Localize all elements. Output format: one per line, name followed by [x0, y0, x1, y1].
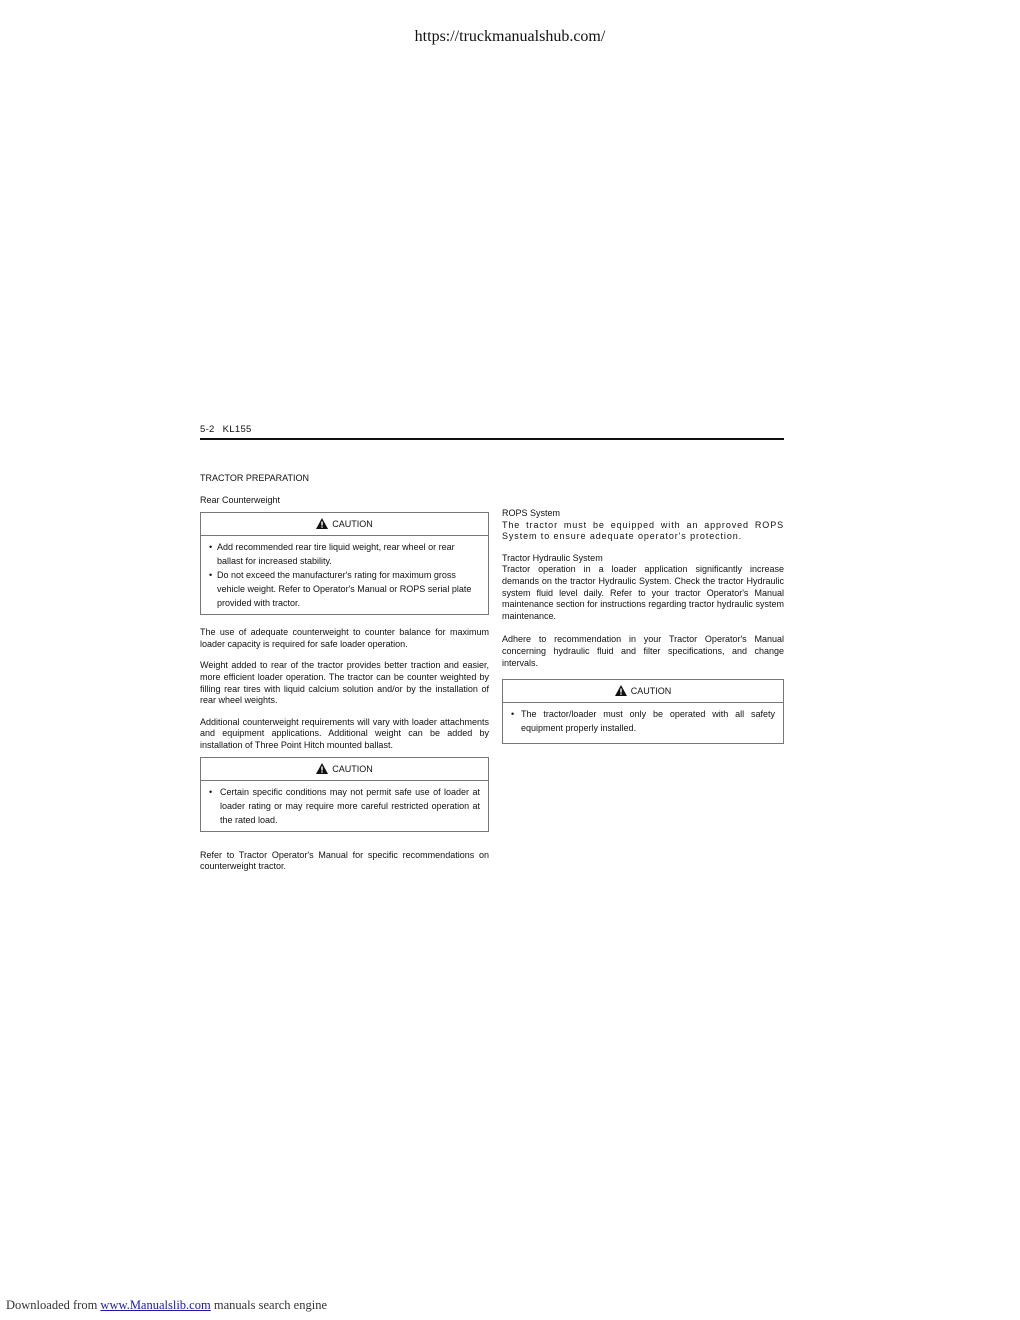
rops-text: The tractor must be equipped with an approved ROPS System to ensure adequate operator's protection.: [502, 519, 784, 542]
paragraph-refer-manual: [200, 850, 489, 873]
hydraulic-text: Tractor operation in a loader application significantly increase demands on the tractor Hydraulic System. Check the tractor Hydraulic system fluid level daily. Refer to your tractor Operator's Manual maintenance section for instructions regarding tractor hydraulic system maintenance.: [502, 564, 784, 621]
rops-title: ROPS System: [502, 508, 561, 518]
caution-item-text: The tractor/loader must only be operated with all safety equipment properly installed.: [521, 709, 775, 734]
bullet: •: [209, 542, 213, 553]
caution-body: [201, 781, 488, 831]
caution-item-text: Certain specific conditions may not permit safe use of loader at loader rating or may require more careful restricted operation at the rated load.: [220, 786, 480, 825]
warning-triangle-icon: [615, 685, 627, 696]
caution-body: [201, 536, 488, 614]
watermark-top-url[interactable]: https://truckmanualshub.com/: [414, 28, 606, 45]
left-column: [200, 473, 489, 873]
right-column: [502, 508, 784, 744]
manualslib-link[interactable]: www.Manualslib.com: [100, 1298, 211, 1312]
bullet: •: [209, 786, 213, 797]
caution-box-conditions: [200, 757, 489, 832]
adhere-text: Adhere to recommendation in your Tractor Operator's Manual concerning hydraulic fluid and filter specifications, and change intervals.: [502, 634, 784, 668]
caution-body: [503, 703, 783, 743]
bullet: •: [511, 709, 515, 720]
section-title: TRACTOR PREPARATION: [200, 473, 310, 483]
page-header: [200, 424, 784, 435]
caution-item: [209, 540, 480, 568]
model-name: KL155: [222, 424, 252, 435]
caution-label: CAUTION: [332, 763, 373, 774]
caution-box-safety-equipment: [502, 679, 784, 744]
caution-label: CAUTION: [332, 519, 373, 530]
paragraph-refer-manual-text: Refer to Tractor Operator's Manual for specific recommendations on counterweight tractor.: [200, 849, 489, 872]
watermark-bottom-suffix: manuals search engine: [213, 1298, 327, 1312]
subsection-title: Rear Counterweight: [200, 494, 281, 505]
header-divider: [200, 438, 784, 440]
caution-item: [511, 707, 775, 735]
caution-label: CAUTION: [630, 686, 672, 697]
caution-header: [201, 513, 488, 536]
warning-triangle-icon: [316, 518, 328, 529]
warning-triangle-icon: [316, 763, 328, 774]
caution-header: [201, 758, 488, 781]
paragraph-counterweight-use: The use of adequate counterweight to counter balance for maximum loader capacity is required for safe loader operation.: [200, 627, 489, 649]
caution-header: [503, 680, 783, 703]
page-number: 5-2: [200, 424, 215, 435]
bullet: •: [209, 570, 213, 581]
caution-box-counterweight: [200, 512, 489, 615]
caution-item-text: Add recommended rear tire liquid weight, rear wheel or rear ballast for increased stability.: [217, 542, 455, 567]
watermark-bottom-prefix: Downloaded from: [6, 1298, 98, 1312]
caution-item-text: Do not exceed the manufacturer's rating for maximum gross vehicle weight. Refer to Operator's Manual or ROPS serial plate provided with tractor.: [217, 570, 472, 609]
caution-item: [209, 785, 480, 827]
caution-item: [209, 568, 480, 610]
paragraph-additional-counterweight: Additional counterweight requirements will vary with loader attachments and equipment applications. Additional weight can be added by installation of Three Point Hitch mounted ballast.: [200, 716, 489, 750]
paragraph-weight-added: Weight added to rear of the tractor provides better traction and easier, more efficient loader operation. The tractor can be counter weighted by filling rear tires with liquid calcium solution and/or by the installation of rear wheel weights.: [200, 660, 489, 706]
hydraulic-title: Tractor Hydraulic System: [502, 552, 603, 563]
watermark-bottom: [6, 1298, 327, 1313]
